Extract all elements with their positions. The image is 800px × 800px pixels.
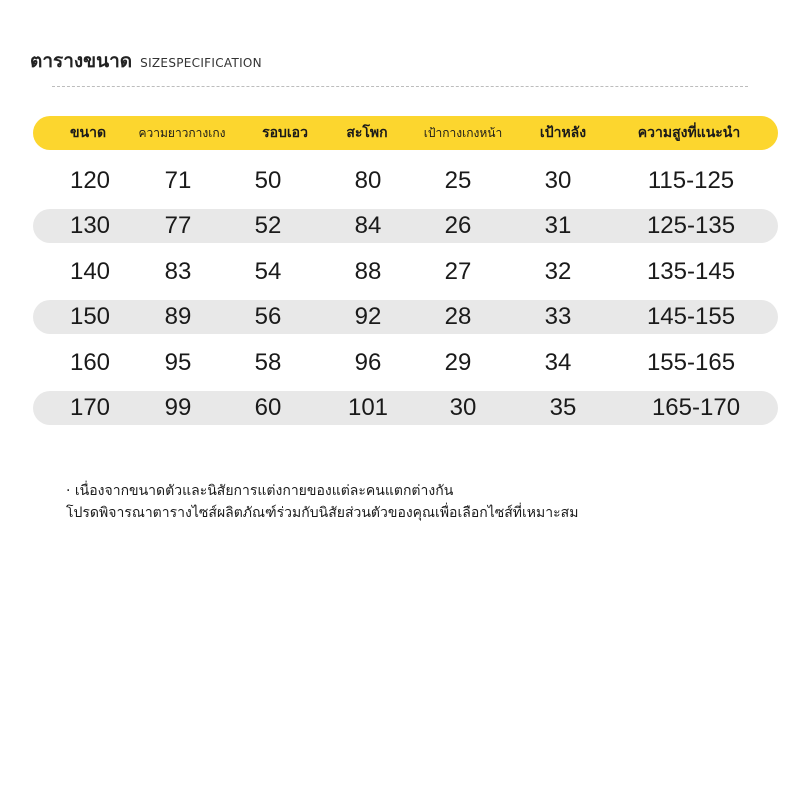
cell-front-rise: 29 bbox=[444, 349, 472, 376]
cell-waist: 58 bbox=[254, 349, 282, 376]
cell-pants-length: 83 bbox=[164, 258, 192, 285]
cell-hip: 84 bbox=[354, 212, 382, 239]
header-waist: รอบเอว bbox=[262, 125, 308, 141]
cell-size: 130 bbox=[69, 212, 111, 239]
cell-recommended-height: 125-135 bbox=[646, 212, 736, 239]
cell-size: 170 bbox=[69, 394, 111, 421]
table-row bbox=[33, 300, 778, 334]
cell-recommended-height: 165-170 bbox=[651, 394, 741, 421]
table-header bbox=[33, 116, 778, 150]
header-recommended-height: ความสูงที่แนะนำ bbox=[637, 125, 741, 141]
cell-size: 160 bbox=[69, 349, 111, 376]
cell-recommended-height: 155-165 bbox=[646, 349, 736, 376]
cell-front-rise: 27 bbox=[444, 258, 472, 285]
cell-back-rise: 33 bbox=[544, 303, 572, 330]
header-size: ขนาด bbox=[69, 125, 107, 141]
cell-size: 140 bbox=[69, 258, 111, 285]
cell-front-rise: 28 bbox=[444, 303, 472, 330]
table-row bbox=[33, 255, 778, 289]
cell-hip: 92 bbox=[354, 303, 382, 330]
cell-pants-length: 95 bbox=[164, 349, 192, 376]
cell-back-rise: 34 bbox=[544, 349, 572, 376]
cell-waist: 56 bbox=[254, 303, 282, 330]
cell-recommended-height: 135-145 bbox=[646, 258, 736, 285]
cell-recommended-height: 145-155 bbox=[646, 303, 736, 330]
header-hip: สะโพก bbox=[346, 125, 388, 141]
cell-waist: 54 bbox=[254, 258, 282, 285]
header-back-rise: เป้าหลัง bbox=[539, 125, 587, 141]
cell-back-rise: 31 bbox=[544, 212, 572, 239]
page-title: ตารางขนาด bbox=[30, 50, 133, 72]
note-line-2: โปรดพิจารณาตารางไซส์ผลิตภัณฑ์ร่วมกับนิสัยส่วนตัวของคุณเพื่อเลือกไซส์ที่เหมาะสม bbox=[66, 505, 579, 521]
cell-pants-length: 77 bbox=[164, 212, 192, 239]
table-row bbox=[33, 209, 778, 243]
title-row bbox=[30, 46, 262, 76]
header-pants-length: ความยาวกางเกง bbox=[138, 126, 226, 140]
cell-hip: 101 bbox=[347, 394, 389, 421]
table-row bbox=[33, 164, 778, 198]
cell-hip: 80 bbox=[354, 167, 382, 194]
cell-front-rise: 25 bbox=[444, 167, 472, 194]
cell-size: 120 bbox=[69, 167, 111, 194]
cell-waist: 52 bbox=[254, 212, 282, 239]
cell-waist: 50 bbox=[254, 167, 282, 194]
cell-waist: 60 bbox=[254, 394, 282, 421]
cell-size: 150 bbox=[69, 303, 111, 330]
cell-front-rise: 30 bbox=[449, 394, 477, 421]
cell-recommended-height: 115-125 bbox=[647, 167, 735, 194]
header-front-rise: เป้ากางเกงหน้า bbox=[423, 126, 503, 140]
note-line-1: · เนื่องจากขนาดตัวและนิสัยการแต่งกายของแต่ละคนแตกต่างกัน bbox=[66, 483, 454, 499]
table-row bbox=[33, 391, 778, 425]
cell-pants-length: 71 bbox=[164, 167, 192, 194]
cell-back-rise: 32 bbox=[544, 258, 572, 285]
cell-back-rise: 35 bbox=[549, 394, 577, 421]
cell-front-rise: 26 bbox=[444, 212, 472, 239]
table-row bbox=[33, 346, 778, 380]
cell-hip: 88 bbox=[354, 258, 382, 285]
page-subtitle: SIZESPECIFICATION bbox=[140, 56, 262, 70]
cell-pants-length: 89 bbox=[164, 303, 192, 330]
cell-back-rise: 30 bbox=[544, 167, 572, 194]
dashed-divider bbox=[52, 86, 748, 87]
cell-hip: 96 bbox=[354, 349, 382, 376]
cell-pants-length: 99 bbox=[164, 394, 192, 421]
